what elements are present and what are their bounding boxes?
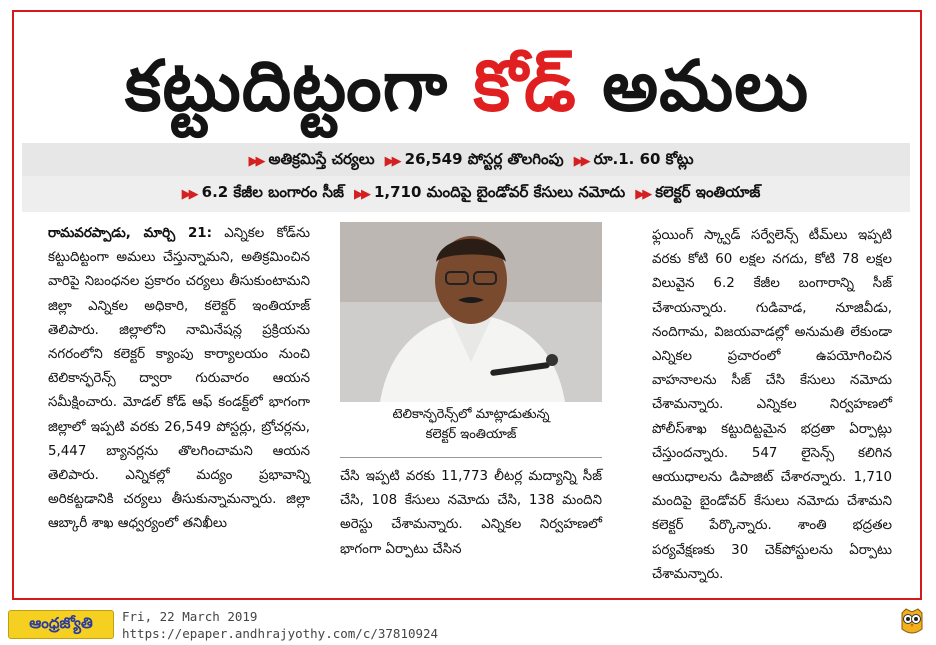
owl-icon: [898, 607, 926, 637]
photo-caption: [340, 405, 602, 458]
article-column-3: [652, 224, 892, 587]
highlight-item: అతిక్రమిస్తే చర్యలు: [268, 150, 375, 168]
article-column-1: [48, 222, 310, 537]
headline: [14, 26, 920, 146]
headline-part2: కోడ్: [473, 45, 577, 127]
double-chevron-icon: ▶▶: [248, 153, 263, 169]
article-text-2: చేసి ఇప్పటి వరకు 11,773 లీటర్ల మద్యాన్ని సీజ్ చేసి, 108 కేసులు నమోదు చేసి, 138 మందిని అరెస్టు చేశామన్నారు. ఎన్నికల నిర్వహణలో భాగంగా ఏర్పాటు చేసిన: [340, 469, 602, 557]
highlight-item: రూ.1. 60 కోట్లు: [593, 150, 694, 168]
andhrajyothy-logo: ఆంధ్రజ్యోతి: [8, 610, 114, 639]
footer-meta: [122, 608, 438, 642]
highlights-row-2: [22, 176, 910, 212]
highlight-item: కలెక్టర్ ఇంతియాజ్: [655, 183, 761, 201]
collector-photo-illustration: [340, 222, 602, 402]
collector-photo: [340, 222, 602, 402]
double-chevron-icon: ▶▶: [384, 153, 399, 169]
article-dateline: రామవరప్పాడు, మార్చి 21:: [48, 226, 212, 241]
double-chevron-icon: ▶▶: [181, 186, 196, 202]
headline-part3: అమలు: [602, 45, 810, 127]
double-chevron-icon: ▶▶: [635, 186, 650, 202]
highlights-row-1: [22, 143, 910, 179]
headline-part1: కట్టుదిట్టంగా: [124, 45, 449, 127]
highlight-item: 6.2 కేజీల బంగారం సీజ్: [201, 183, 344, 201]
double-chevron-icon: ▶▶: [353, 186, 368, 202]
highlight-item: 26,549 పోస్టర్ల తొలగింపు: [404, 150, 564, 168]
article-text-1: ఎన్నికల కోడ్‌ను కట్టుదిట్టంగా అమలు చేస్తున్నామని, అతిక్రమించిన వారిపై నిబంధనల ప్రకారం చర్యలు తీసుకుంటామని జిల్లా ఎన్నికల అధికారి, కలెక్టర్ ఇంతియాజ్ తెలిపారు. జిల్లాలోని నామినేషన్ల ప్రక్రియను నగరంలోని కలెక్టర్ క్యాంపు కార్యాలయం నుంచి టెలికాన్ఫరెన్స్ ద్వారా గురువారం ఆయన సమీక్షించారు. మోడల్ కోడ్ ఆఫ్ కండక్ట్‌లో భాగంగా జిల్లాలో ఇప్పటి వరకు 26,549 పోస్టర్లు, బ్రోచర్లను, 5,447 బ్యానర్లను తొలగించామని ఆయన తెలిపారు. ఎన్నికల్లో మద్యం ప్రభావాన్ని అరికట్టడానికి చర్యలు తీసుకున్నామన్నారు. జిల్లా ఆబ్కారీ శాఖ ఆధ్వర్యంలో తనిఖీలు: [48, 226, 310, 532]
highlight-item: 1,710 మందిపై బైండోవర్ కేసులు నమోదు: [373, 183, 626, 201]
double-chevron-icon: ▶▶: [573, 153, 588, 169]
article-text-3: ఫ్లయింగ్ స్క్వాడ్ సర్వేలెన్స్ టీమ్‌లు ఇప్పటి వరకు కోటి 60 లక్షల నగదు, కోటి 78 లక్షల విలువైన 6.2 కేజీల బంగారాన్ని సీజ్ చేశాయన్నారు. గుడివాడ, నూజివీడు, నందిగామ, విజయవాడల్లో అనుమతి లేకుండా ఎన్నికల ప్రచారంలో ఉపయోగించిన వాహనాలను సీజ్ చేసి కేసులు నమోదు చేశామన్నారు. ఎన్నికల నిర్వహణలో పోలీస్‌శాఖ కట్టుదిట్టమైన భద్రతా ఏర్పాట్లు చేస్తుందన్నారు. 547 లైసెన్స్ కలిగిన ఆయుధాలను డిపాజిట్ చేశారన్నారు. 1,710 మందిపై బైండోవర్ కేసులు నమోదు చేశామని కలెక్టర్ పేర్కొన్నారు. శాంతి భద్రతల పర్యవేక్షణకు 30 చెక్‌పోస్టులను ఏర్పాటు చేశామన్నారు.: [652, 228, 892, 582]
caption-line-1: టెలికాన్ఫరెన్స్‌లో మాట్లాడుతున్న: [392, 407, 550, 422]
source-url[interactable]: https://epaper.andhrajyothy.com/c/37810924: [122, 626, 439, 641]
caption-line-2: కలెక్టర్ ఇంతియాజ్: [425, 427, 517, 442]
article-column-2: [340, 465, 602, 562]
publication-date: Fri, 22 March 2019: [122, 609, 258, 624]
